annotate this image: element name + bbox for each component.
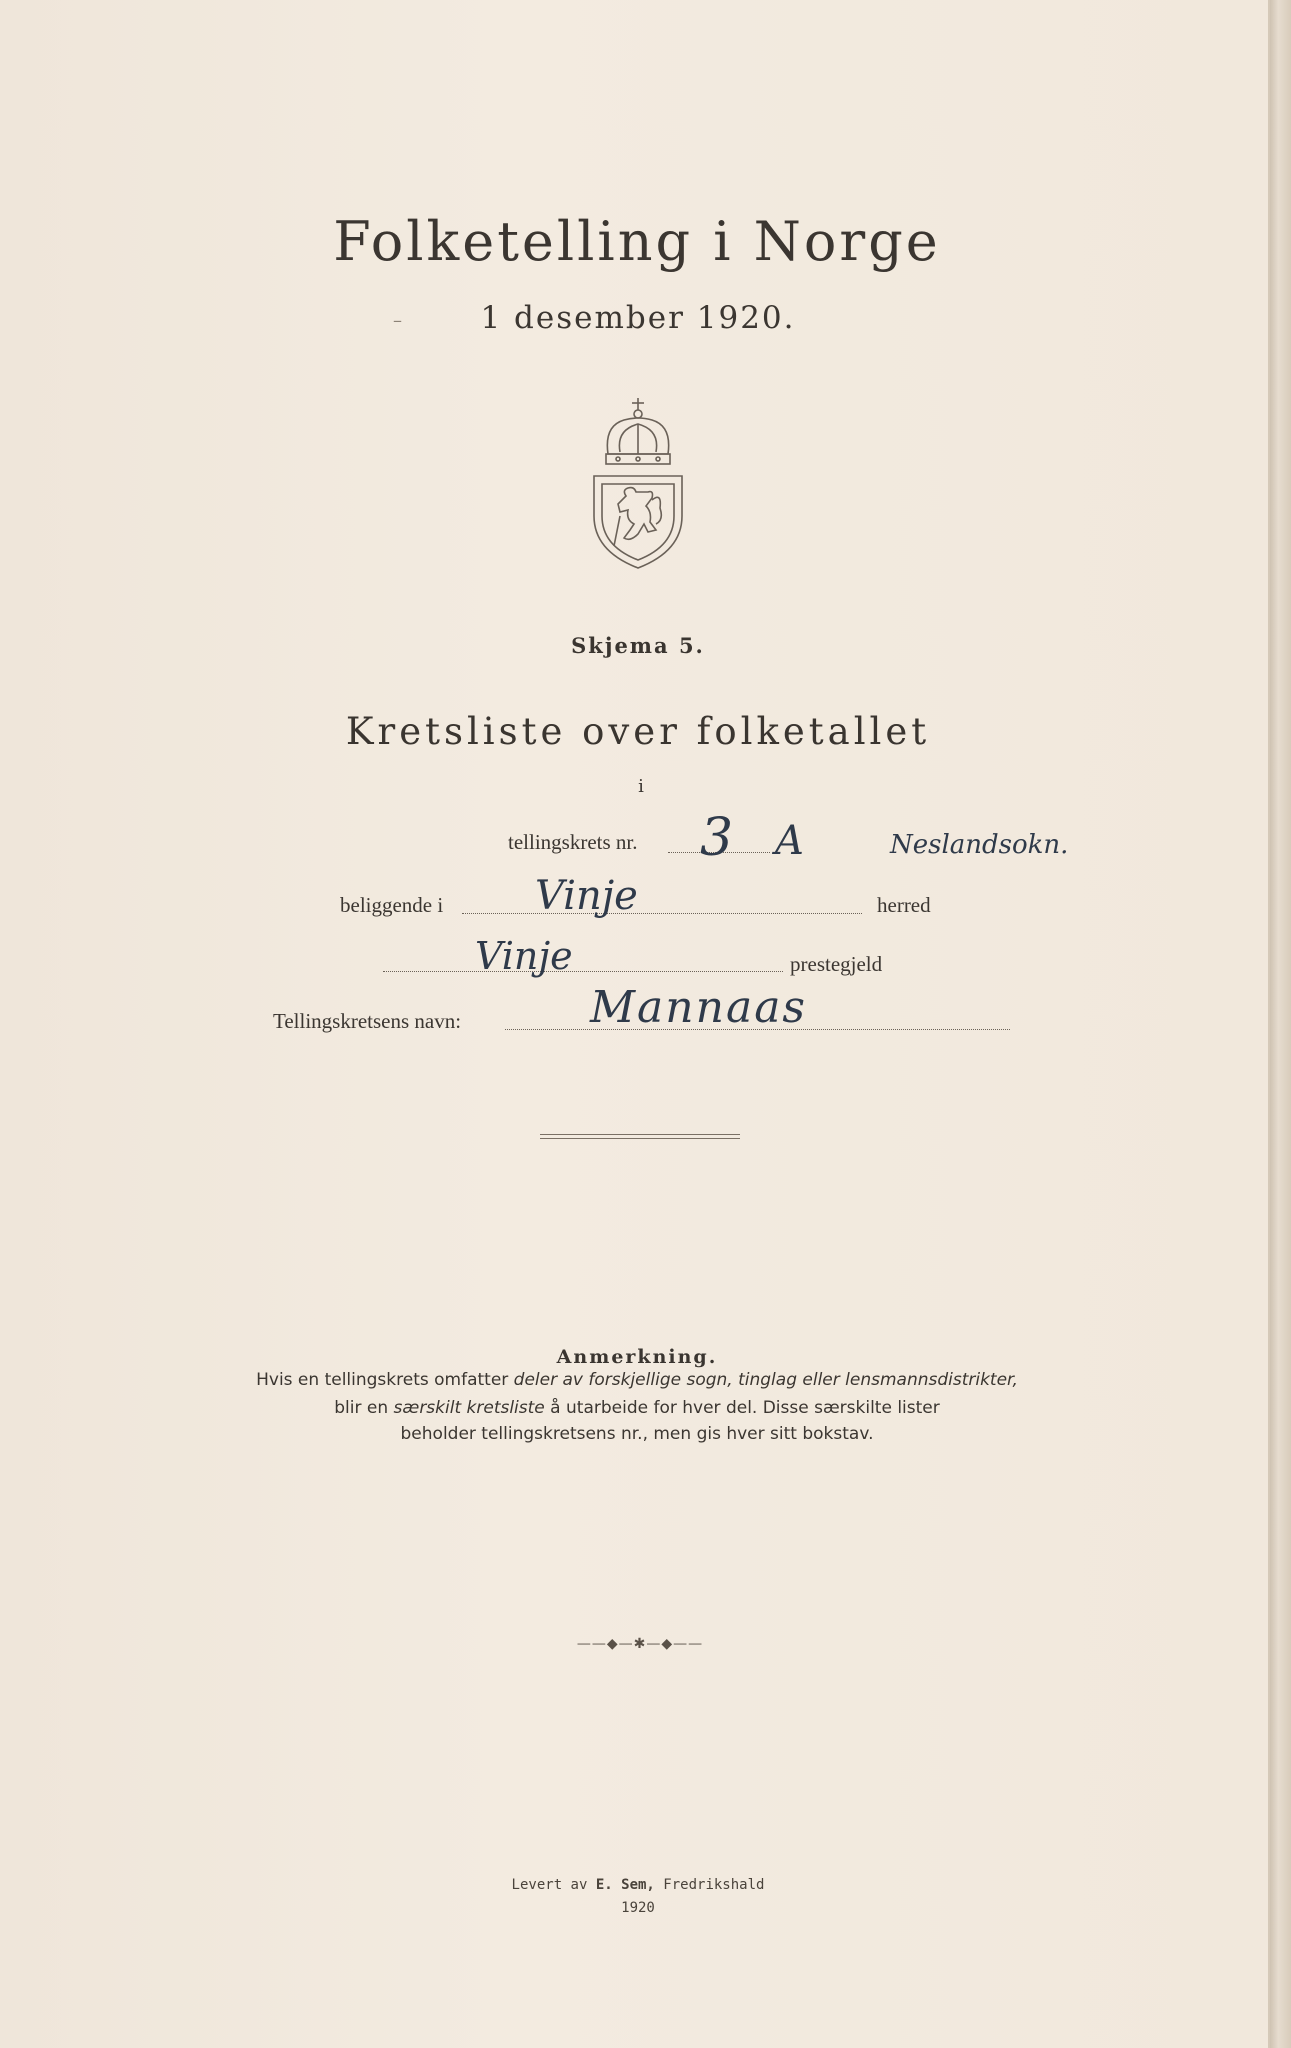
printer-text-a: Levert av [511,1877,596,1893]
printer-text-c: Fredrikshald [654,1877,765,1893]
krets-number-value: 3 [700,808,734,868]
printer-name: E. Sem, [595,1877,655,1893]
preposition-i: i [638,776,644,797]
census-date: 1 desember 1920. [480,300,796,336]
note-line-3: beholder tellingskretsens nr., men gis hver sitt bokstav. [400,1424,874,1444]
printer-line [512,1877,765,1893]
krets-name-value: Mannaas [590,982,808,1033]
separator-rule [540,1134,740,1135]
note-line-2-emphasis: særskilt kretsliste [393,1398,545,1418]
beliggende-label: beliggende i [340,893,444,917]
page-edge [1270,0,1291,2048]
note-line-1-text: Hvis en tellingskrets omfatter [256,1370,514,1390]
krets-number-label: tellingskrets nr. [508,830,638,854]
krets-suffix-value: A [775,818,804,864]
ornament-divider: ——◆—✱—◆—— [576,1636,704,1652]
prestegjeld-line [383,971,783,972]
krets-note-value: Neslandsokn. [890,830,1069,860]
herred-value: Vinje [535,873,638,919]
prestegjeld-value: Vinje [475,934,573,978]
form-heading: Kretsliste over folketallet [345,710,931,753]
note-title: Anmerkning. [556,1346,718,1368]
schema-number: Skjema 5. [571,633,705,658]
margin-dash: – [393,310,402,331]
herred-label: herred [877,893,931,917]
separator-rule-double [540,1138,740,1139]
krets-name-label: Tellingskretsens navn: [273,1009,462,1033]
note-line-2-text-a: blir en [334,1398,394,1418]
note-line-2-text-b: å utarbeide for hver del. Disse særskilte lister [544,1398,940,1418]
note-line-1 [256,1370,1018,1390]
document-title: Folketelling i Norge [333,210,941,273]
herred-line [462,913,862,914]
printer-year: 1920 [621,1900,655,1916]
prestegjeld-label: prestegjeld [790,952,883,976]
note-line-2 [334,1398,939,1418]
note-line-1-emphasis: deler av forskjellige sogn, tinglag eller lensmannsdistrikter, [513,1370,1018,1390]
norwegian-coat-of-arms-icon [590,396,686,570]
